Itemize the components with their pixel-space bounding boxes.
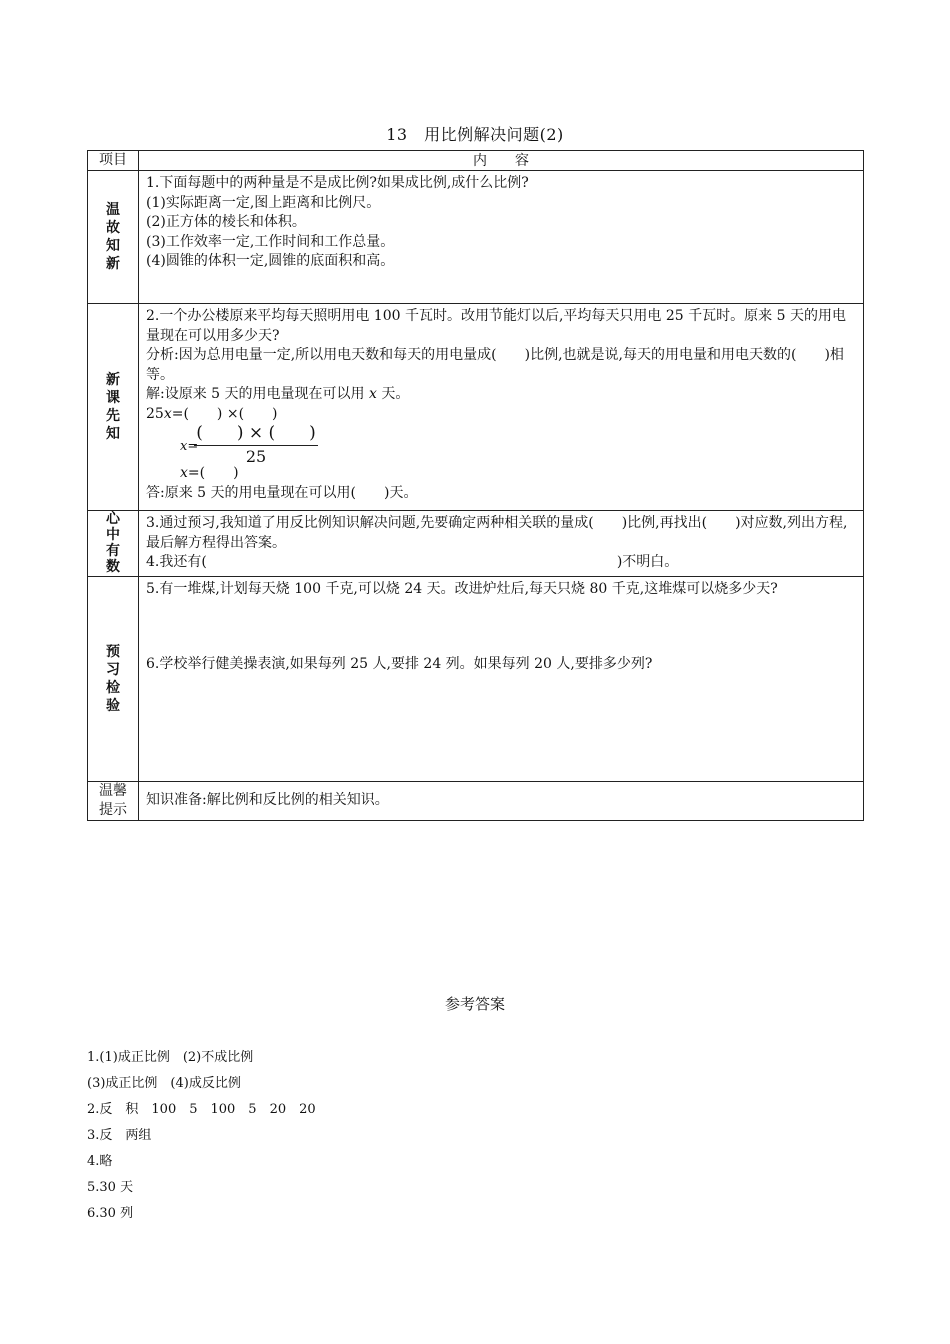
question-1-part-2: (2)正方体的棱长和体积。 — [146, 214, 306, 230]
question-5-answer-space — [146, 599, 857, 655]
worksheet-table — [87, 150, 864, 821]
question-5: 5.有一堆煤,计划每天烧 100 千克,可以烧 24 天。改进炉灶后,每天只烧 80 千克,这堆煤可以烧多少天? — [146, 580, 778, 597]
equation-3: x=( ) — [180, 465, 239, 481]
question-2: 2.一个办公楼原来平均每天照明用电 100 千瓦时。改用节能灯以后,平均每天只用电 25 千瓦时。原来 5 天的用电量现在可以用多少天? — [146, 308, 846, 344]
table-header-row — [88, 151, 864, 171]
section-tip-content: 知识准备:解比例和反比例的相关知识。 — [139, 781, 864, 820]
header-item-label: 项目 — [88, 151, 139, 171]
answer-6: 6.30 列 — [87, 1206, 134, 1221]
section-check-row — [88, 576, 864, 781]
section-new-lesson-content — [139, 304, 864, 511]
answer-1-line-1: 1.(1)成正比例 (2)不成比例 — [87, 1050, 254, 1065]
answer-line: 答:原来 5 天的用电量现在可以用( )天。 — [146, 484, 418, 501]
answer-1-line-2: (3)成正比例 (4)成反比例 — [87, 1076, 241, 1091]
section-new-lesson-label: 新 课 先 知 — [88, 304, 139, 511]
question-1-part-1: (1)实际距离一定,图上距离和比例尺。 — [146, 194, 381, 211]
answer-4: 4.略 — [87, 1154, 113, 1169]
question-1-part-4: (4)圆锥的体积一定,圆锥的底面积和高。 — [146, 253, 395, 269]
section-reflection-content — [139, 511, 864, 577]
fraction-denominator: 25 — [245, 447, 267, 466]
answers-title: 参考答案 — [444, 995, 505, 1013]
equation-1: 25x=( ) ×( ) — [146, 405, 278, 422]
analysis-text: 分析:因为总用电量一定,所以用电天数和每天的用电量成( )比例,也就是说,每天的用电量和用电天数的( )相等。 — [146, 347, 844, 383]
question-4: 4.我还有( )不明白。 — [146, 554, 679, 570]
answer-3: 3.反 两组 — [87, 1128, 152, 1143]
answers-list — [87, 1045, 316, 1227]
section-check-content — [139, 576, 864, 781]
section-reflection-row — [88, 511, 864, 577]
equation-2-fraction: x= ( ) × ( ) 25 — [180, 424, 857, 464]
question-1-part-3: (3)工作效率一定,工作时间和工作总量。 — [146, 233, 395, 250]
section-review-row — [88, 171, 864, 304]
header-content-label: 内容 — [139, 151, 864, 171]
section-review-content — [139, 171, 864, 304]
fraction-numerator: ( ) × ( ) — [194, 424, 318, 446]
section-reflection-label: 心 中 有 数 — [88, 511, 139, 577]
section-tip-row — [88, 781, 864, 820]
question-3: 3.通过预习,我知道了用反比例知识解决问题,先要确定两种相关联的量成( )比例,再找出( )对应数,列出方程,最后解方程得出答案。 — [146, 515, 848, 551]
question-6: 6.学校举行健美操表演,如果每列 25 人,要排 24 列。如果每列 20 人,要排多少列? — [146, 656, 653, 672]
section-check-label: 预 习 检 验 — [88, 576, 139, 781]
section-new-lesson-row — [88, 304, 864, 511]
section-tip-label: 温馨 提示 — [88, 781, 139, 820]
worksheet-title: 13 用比例解决问题(2) — [386, 125, 564, 144]
solution-setup: 解:设原来 5 天的用电量现在可以用 x 天。 — [146, 386, 410, 402]
answer-5: 5.30 天 — [87, 1180, 134, 1195]
section-review-label: 温 故 知 新 — [88, 171, 139, 304]
answer-2: 2.反 积 100 5 100 5 20 20 — [87, 1102, 316, 1117]
question-1: 1.下面每题中的两种量是不是成比例?如果成比例,成什么比例? — [146, 175, 529, 191]
